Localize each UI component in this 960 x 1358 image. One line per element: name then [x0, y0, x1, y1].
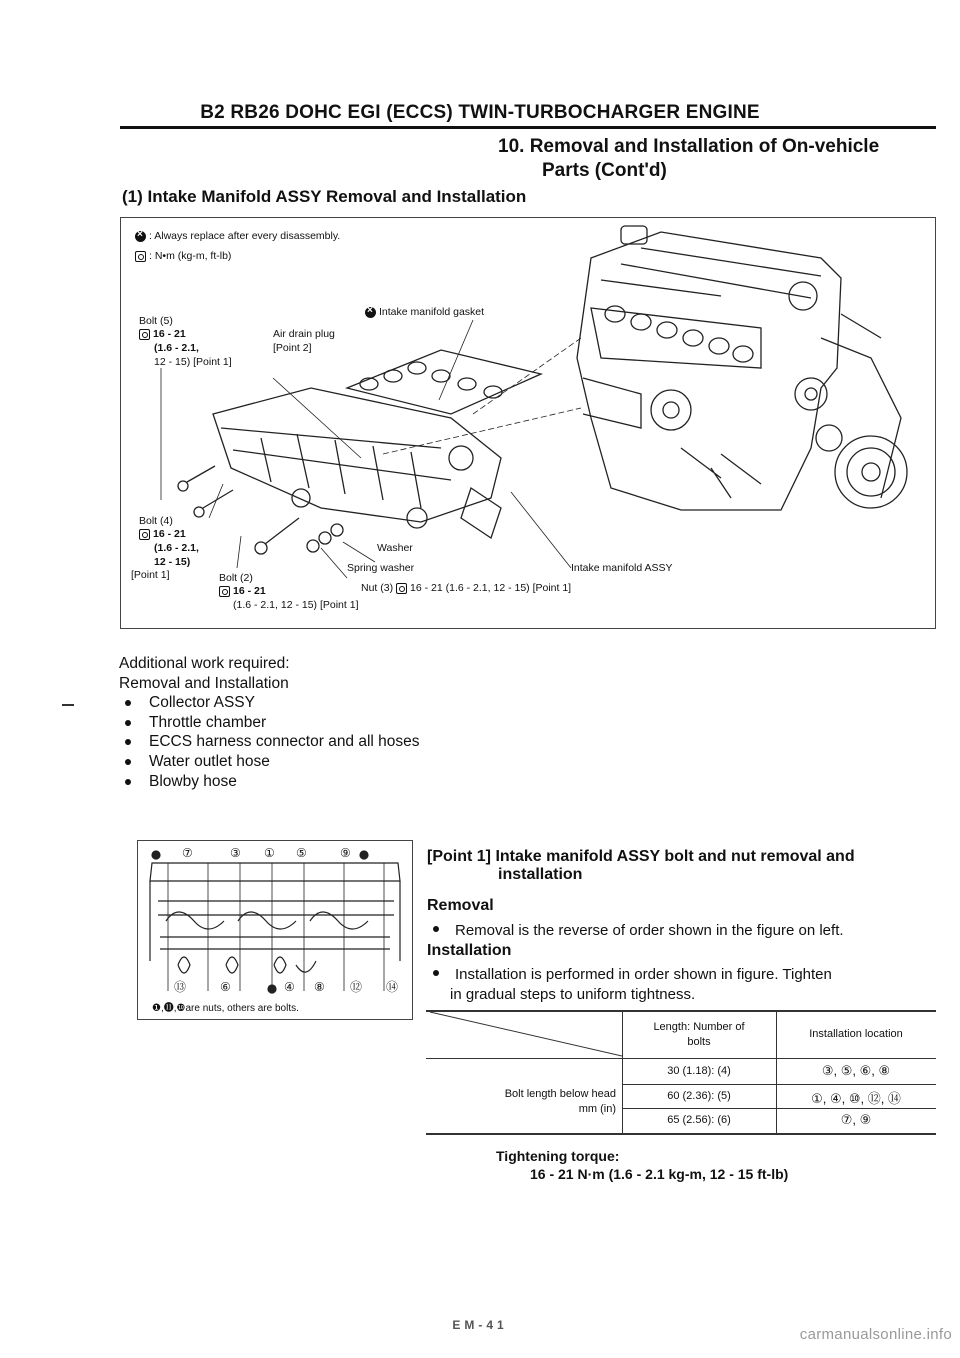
washer-label: Washer: [377, 542, 413, 554]
additional-work: [119, 654, 420, 791]
order-number: ③: [230, 846, 241, 860]
air-drain-plug-point: [Point 2]: [273, 342, 312, 354]
section-title-cont: Parts (Cont'd): [542, 160, 667, 181]
bolt-length-table: [426, 1010, 936, 1134]
legend-replace: ×: Always replace after every disassembly.: [135, 230, 340, 243]
torque-wrench-icon: [396, 583, 407, 594]
installation-text-cont: in gradual steps to uniform tightness.: [450, 986, 696, 1003]
table-header-length-cont: bolts: [687, 1036, 711, 1048]
point1-title-cont: installation: [498, 866, 583, 883]
removal-heading: Removal: [427, 897, 494, 914]
title-rule: [120, 126, 936, 129]
table-cell-length: 65 (2.56): (6): [667, 1114, 731, 1126]
gasket-label: ×Intake manifold gasket: [365, 306, 484, 319]
removal-text: Removal is the reverse of order shown in the figure on left.: [427, 922, 844, 939]
table-cell-location: ⑦, ⑨: [840, 1112, 872, 1127]
bolt5-kgm: (1.6 - 2.1,: [154, 342, 199, 354]
torque-wrench-icon: [135, 251, 146, 262]
bolt4-torque: 16 - 21: [139, 528, 186, 541]
order-number: ⑦: [182, 846, 193, 860]
table-row-label-unit: mm (in): [578, 1103, 616, 1115]
order-number: ①: [264, 846, 275, 860]
point1-title: [Point 1] Intake manifold ASSY bolt and nut removal and: [427, 848, 855, 865]
order-number: ⑤: [296, 846, 307, 860]
table-cell-location: ③, ⑤, ⑥, ⑧: [821, 1063, 891, 1078]
tightening-order-figure: [137, 840, 413, 1020]
replace-icon: [135, 231, 146, 242]
table-cell-length: 30 (1.18): (4): [667, 1065, 731, 1077]
table-header-length: Length: Number of: [653, 1021, 745, 1033]
torque-wrench-icon: [139, 329, 150, 340]
additional-subtitle: Removal and Installation: [119, 674, 289, 692]
order-number: ⑫: [350, 980, 363, 994]
bolt4-ftlb: 12 - 15): [154, 556, 191, 568]
additional-title: Additional work required:: [119, 655, 290, 672]
table-row-label: Bolt length below head: [504, 1088, 616, 1100]
list-item: ECCS harness connector and all hoses: [119, 732, 420, 752]
bolt2-spec: (1.6 - 2.1, 12 - 15) [Point 1]: [233, 599, 359, 611]
bolt5-torque: 16 - 21: [139, 328, 186, 341]
torque-wrench-icon: [139, 529, 150, 540]
order-number: ④: [284, 980, 295, 994]
spring-washer-label: Spring washer: [347, 562, 415, 574]
table-cell-location: ①, ④, ⑩, ⑫, ⑭: [811, 1091, 901, 1106]
page-title: B2 RB26 DOHC EGI (ECCS) TWIN-TURBOCHARGER ENGINE: [200, 102, 760, 123]
margin-dash: [62, 704, 74, 706]
intake-manifold-assy-label: Intake manifold ASSY: [571, 562, 673, 574]
table-diagonal: [426, 1010, 622, 1058]
bolt5-label: Bolt (5): [139, 315, 173, 327]
nut-label: Nut (3) 16 - 21 (1.6 - 2.1, 12 - 15) [Point 1]: [361, 582, 572, 594]
list-item: Blowby hose: [119, 772, 420, 792]
watermark: carmanualsonline.info: [799, 1326, 952, 1343]
order-number: ⑧: [314, 980, 325, 994]
list-item: Water outlet hose: [119, 752, 420, 772]
bolt4-label: Bolt (4): [139, 515, 173, 527]
list-item: Collector ASSY: [119, 693, 420, 713]
torque-value: 16 - 21 N·m (1.6 - 2.1 kg-m, 12 - 15 ft-lb): [530, 1166, 789, 1182]
bolt4-point: [Point 1]: [131, 569, 170, 581]
list-item: Throttle chamber: [119, 713, 420, 733]
torque-heading: Tightening torque:: [496, 1148, 620, 1164]
order-number: ⑬: [174, 980, 187, 994]
torque-wrench-icon: [219, 586, 230, 597]
table-header-location: Installation location: [809, 1028, 903, 1040]
subsection-title: (1) Intake Manifold ASSY Removal and Installation: [122, 187, 527, 206]
nuts-note: ❶,⓫,❿are nuts, others are bolts.: [152, 1003, 299, 1014]
air-drain-plug-label: Air drain plug: [273, 328, 335, 340]
bolt4-kgm: (1.6 - 2.1,: [154, 542, 199, 554]
bolt2-label: Bolt (2): [219, 572, 253, 584]
order-number: ⑭: [386, 980, 399, 994]
intake-manifold-illustration: [121, 218, 935, 628]
intake-manifold-figure: [120, 217, 936, 629]
installation-heading: Installation: [427, 942, 512, 959]
bolt5-ftlb: 12 - 15) [Point 1]: [154, 356, 232, 368]
bolt2-torque: 16 - 21: [219, 585, 266, 598]
order-number: ⑨: [340, 846, 351, 860]
legend-torque: : N•m (kg-m, ft-lb): [135, 250, 231, 263]
replace-icon: [365, 307, 376, 318]
table-cell-length: 60 (2.36): (5): [667, 1090, 731, 1102]
order-number: ⑥: [220, 980, 231, 994]
section-title: 10. Removal and Installation of On-vehicle: [498, 136, 880, 157]
page-number: EM-41: [452, 1318, 508, 1332]
installation-text: Installation is performed in order shown in figure. Tighten: [427, 966, 832, 983]
